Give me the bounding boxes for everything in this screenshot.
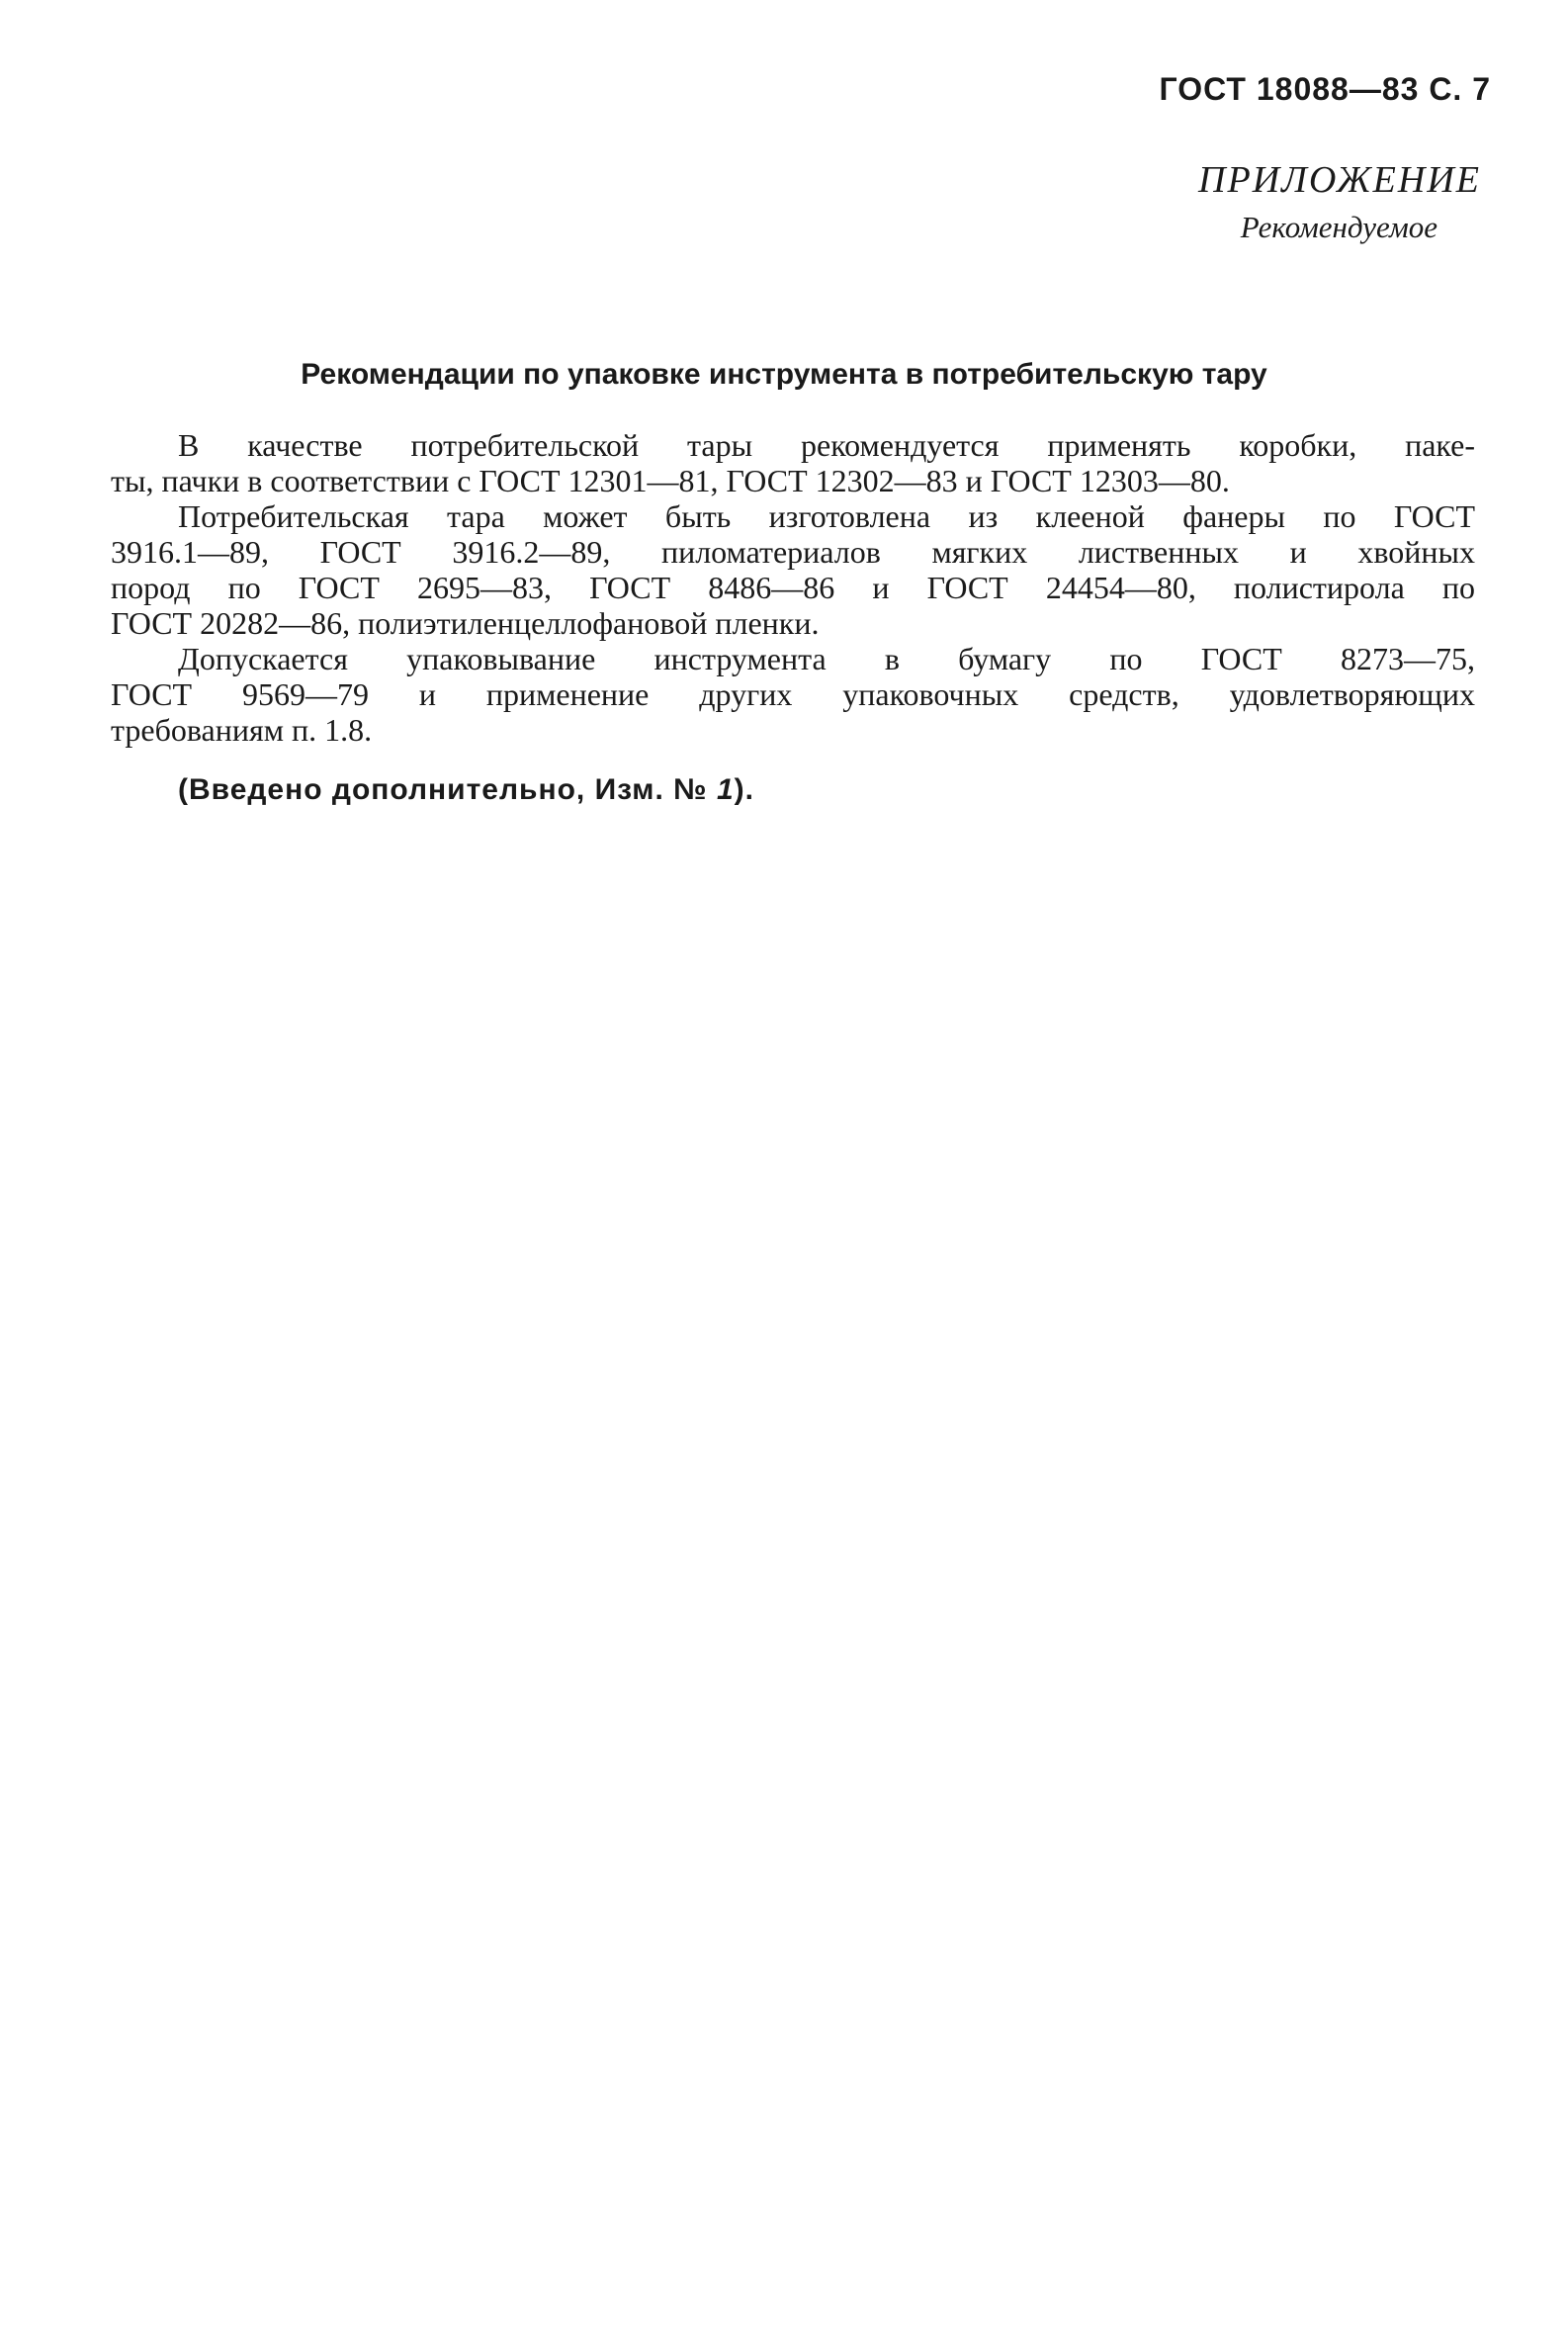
amendment-number: 1: [716, 773, 735, 806]
body-text: [111, 427, 1475, 748]
amendment-closing: ).: [734, 773, 754, 806]
paragraph-line: пород по ГОСТ 2695—83, ГОСТ 8486—86 и ГОСТ 24454—80, полистирола по: [111, 570, 1475, 605]
paragraph-line: ты, пачки в соответствии с ГОСТ 12301—81, ГОСТ 12302—83 и ГОСТ 12303—80.: [111, 463, 1230, 498]
paragraph-line: 3916.1—89, ГОСТ 3916.2—89, пиломатериалов мягких лиственных и хвойных: [111, 534, 1475, 570]
appendix-status: Рекомендуемое: [1240, 210, 1437, 244]
paragraph-line: Потребительская тара может быть изготовлена из клееной фанеры по ГОСТ: [178, 498, 1475, 534]
paragraph-line: Допускается упаковывание инструмента в бумагу по ГОСТ 8273—75,: [178, 641, 1475, 676]
running-header: ГОСТ 18088—83 С. 7: [1159, 71, 1491, 107]
paragraph-line: ГОСТ 20282—86, полиэтиленцеллофановой пленки.: [111, 605, 820, 641]
amendment-text: (Введено дополнительно, Изм. №: [178, 773, 708, 806]
paragraph-line: ГОСТ 9569—79 и применение других упаковочных средств, удовлетворяющих: [111, 676, 1475, 712]
paragraph-2: [111, 498, 1475, 641]
amendment-note: [178, 773, 754, 807]
paragraph-1: [111, 427, 1475, 498]
section-title: Рекомендации по упаковке инструмента в потребительскую тару: [301, 358, 1267, 391]
paragraph-line: требованиям п. 1.8.: [111, 712, 373, 748]
paragraph-3: [111, 641, 1475, 748]
paragraph-line: В качестве потребительской тары рекомендуется применять коробки, паке-: [178, 427, 1475, 463]
appendix-label: ПРИЛОЖЕНИЕ: [1198, 159, 1481, 201]
